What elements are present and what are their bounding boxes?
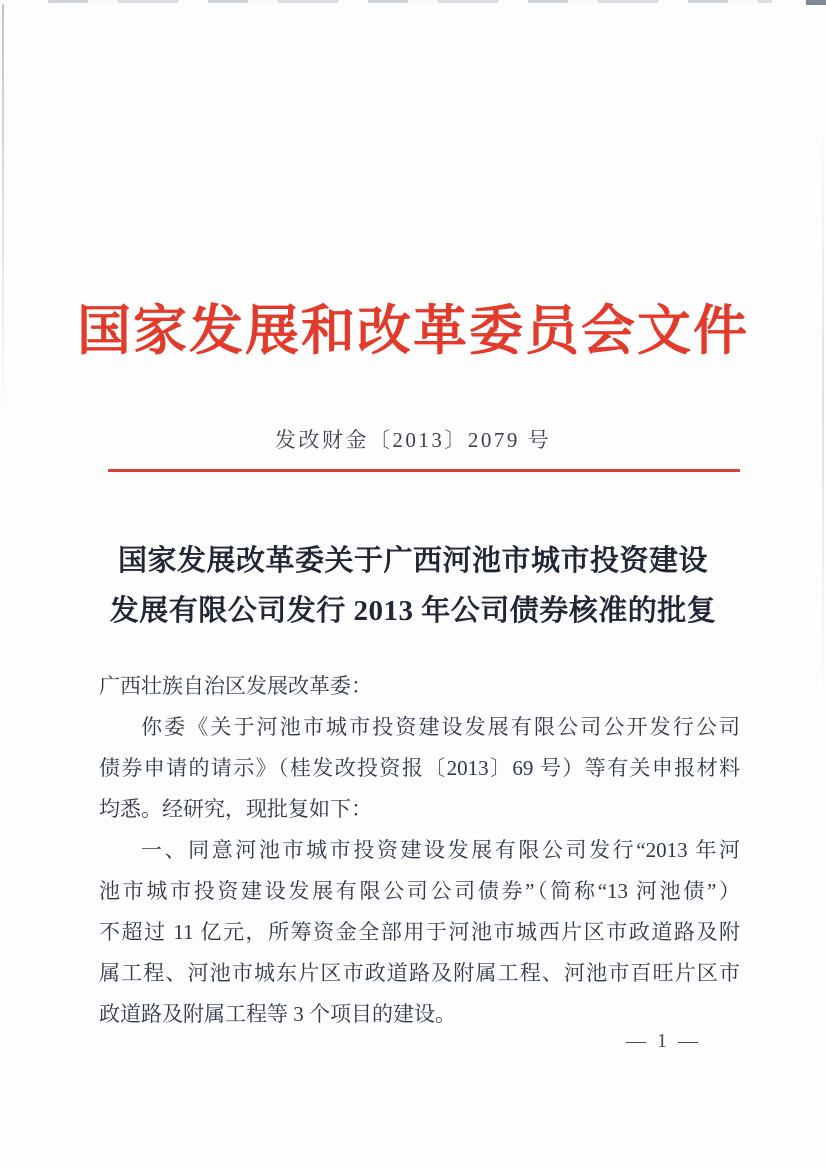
paragraph-1-line-3: 均悉。经研究，现批复如下：: [99, 797, 372, 821]
scan-artifact-top-edge: [48, 0, 772, 3]
page-number: — 1 —: [626, 1030, 701, 1052]
red-divider-line: [108, 469, 740, 472]
document-title-line-2: 发展有限公司发行 2013 年公司债券核准的批复: [109, 595, 717, 627]
paragraph-1-line-1: 你委《关于河池市城市投资建设发展有限公司公开发行公司: [141, 715, 740, 739]
paragraph-2-line-5: 政道路及附属工程等 3 个项目的建设。: [99, 1002, 456, 1026]
paragraph-1-line-2: 债券申请的请示》（桂发改投资报〔2013〕69 号）等有关申报材料: [99, 756, 740, 780]
scan-artifact-top-right-corner: [806, 0, 826, 5]
document-number: 发改财金〔2013〕2079 号: [274, 428, 552, 452]
document-title-line-1: 国家发展改革委关于广西河池市城市投资建设: [117, 545, 708, 577]
paragraph-2-line-3: 不超过 11 亿元，所筹资金全部用于河池市城西片区市政道路及附: [99, 920, 740, 944]
paragraph-2-line-4: 属工程、河池市城东片区市政道路及附属工程、河池市百旺片区市: [99, 961, 740, 985]
letterhead-title: 国家发展和改革委员会文件: [77, 301, 749, 361]
document-title: [0, 536, 826, 636]
paragraph-2-line-2: 池市城市投资建设发展有限公司公司债券”（简称“13 河池债”）: [99, 879, 740, 903]
document-body: [99, 666, 740, 1035]
paragraph-2-line-1: 一、同意河池市城市投资建设发展有限公司发行“2013 年河: [141, 838, 740, 862]
salutation: 广西壮族自治区发展改革委：: [99, 674, 372, 698]
